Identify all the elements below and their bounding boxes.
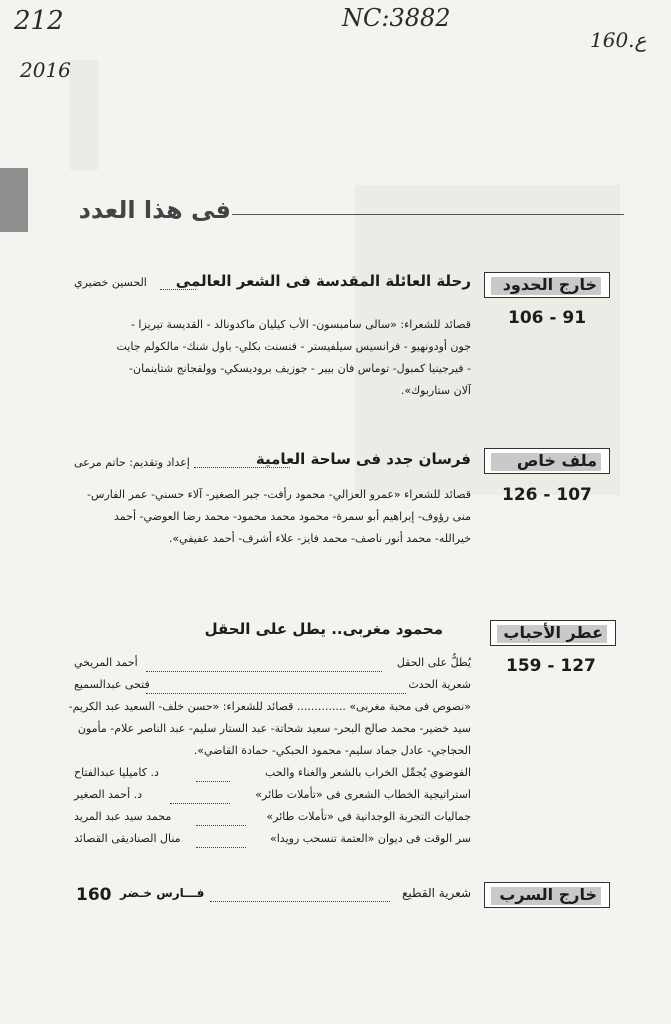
page-range: 160	[76, 885, 112, 905]
page-range: 159 - 127	[506, 656, 596, 676]
toc-author: د. أحمد الصغير	[74, 788, 143, 801]
article-title: محمود مغربى.. يطل على الحقل	[204, 620, 443, 638]
toc-item: جماليات التجربة الوجدانية فى «تأملات طائر»	[266, 810, 471, 823]
bleed-through-strip	[70, 60, 98, 170]
section-label-box	[484, 882, 610, 908]
dot-leader	[194, 466, 290, 468]
section-label-box	[484, 448, 610, 474]
dot-leader	[160, 288, 196, 290]
article-text-line: - فيرجينيا كمبول- توماس فان بيير - جوزيف برودیسكي- وولفجانج شتاينمان-	[129, 362, 471, 375]
article-author: الحسين خضيري	[74, 276, 147, 289]
toc-item: استراتيجية الخطاب الشعرى فى «تأملات طائر»	[255, 788, 471, 801]
handwritten-number: 212	[14, 6, 64, 36]
toc-author: محمد سيد عبد المريد	[74, 810, 172, 823]
article-title: فرسان جدد فى ساحة العامية	[255, 450, 471, 468]
side-tab-marker	[0, 168, 28, 232]
article-text-line: آلان ستاربوك».	[400, 384, 471, 397]
toc-item: يُطلُّ على الحقل	[396, 656, 471, 669]
dot-leader	[170, 802, 230, 804]
article-author: إعداد وتقديم: حاتم مرعى	[74, 456, 190, 469]
page-range: 106 - 91	[508, 308, 587, 328]
section-label: خارج السرب	[499, 885, 597, 904]
header-divider	[232, 214, 624, 215]
article-title: رحلة العائلة المقدسة فى الشعر العالمى	[175, 272, 471, 290]
handwritten-call-number: NC:3882	[342, 4, 451, 32]
section-label: خارج الحدود	[502, 275, 597, 294]
page-range: 126 - 107	[502, 485, 592, 505]
article-author: فـــارس خـضر	[120, 886, 205, 900]
toc-item: «نصوص فى محبة مغربى» .............. قصائد للشعراء: «حسن خلف- السعيد عبد الكريم-	[68, 700, 471, 713]
section-label: ملف خاص	[516, 451, 597, 470]
toc-item: الحجاجي- عادل جماد سليم- محمود الحبكي- حمادة القاضي».	[193, 744, 471, 757]
section-label-box	[484, 272, 610, 298]
article-text-line: خيرالله- محمد أنور ناصف- محمد فايز- علاء أشرف- أحمد عفيفي».	[168, 532, 471, 545]
toc-author: أحمد المريخي	[74, 656, 138, 669]
handwritten-year: 2016	[20, 58, 71, 82]
dot-leader	[196, 824, 246, 826]
toc-author: فتحى عبدالسميع	[74, 678, 150, 691]
article-text-line: قصائد للشعراء: «سالى سامبسون- الأب كيليان ماكدونالد - القديسة تيريزا -	[130, 318, 471, 331]
article-text-line: جون أودونهيو - فرانسيس سيلفيستر - فنسنت بكلي- باول شنك- مالكولم جايت	[116, 340, 471, 353]
toc-item: سر الوقت فى ديوان «العتمة تنسحب رويدا»	[270, 832, 471, 845]
dot-leader	[196, 780, 230, 782]
toc-item: سيد خضير- محمد صالح البحر- سعيد شحاتة- عبد الستار سليم- عبد الناصر علام- مأمون	[77, 722, 471, 735]
toc-author: منال الصناديقى القصائد	[74, 832, 181, 845]
toc-item: الفوضوي يُجمِّل الخراب بالشعر والغناء والحب	[264, 766, 471, 779]
dot-leader	[146, 670, 382, 672]
dot-leader	[146, 692, 406, 694]
article-text-line: قصائد للشعراء «عمرو العزالي- محمود رأفت- جبر الصغير- آلاء حسني- عمر الفارس-	[87, 488, 471, 501]
dot-leader	[210, 900, 390, 902]
page-title: فى هذا العدد	[78, 196, 231, 224]
section-label-box	[490, 620, 616, 646]
toc-item: شعرية الحدث	[408, 678, 471, 691]
article-title: شعرية القطيع	[402, 886, 471, 900]
toc-author: د. كاميليا عبدالفتاح	[74, 766, 159, 779]
dot-leader	[196, 846, 246, 848]
article-text-line: منى رؤوف- إبراهيم أبو سمرة- محمود محمد محمود- محمد رضا العوضي- أحمد	[114, 510, 471, 523]
section-label: عطر الأحباب	[503, 623, 603, 642]
handwritten-page-ref: 160.ع	[590, 28, 647, 52]
